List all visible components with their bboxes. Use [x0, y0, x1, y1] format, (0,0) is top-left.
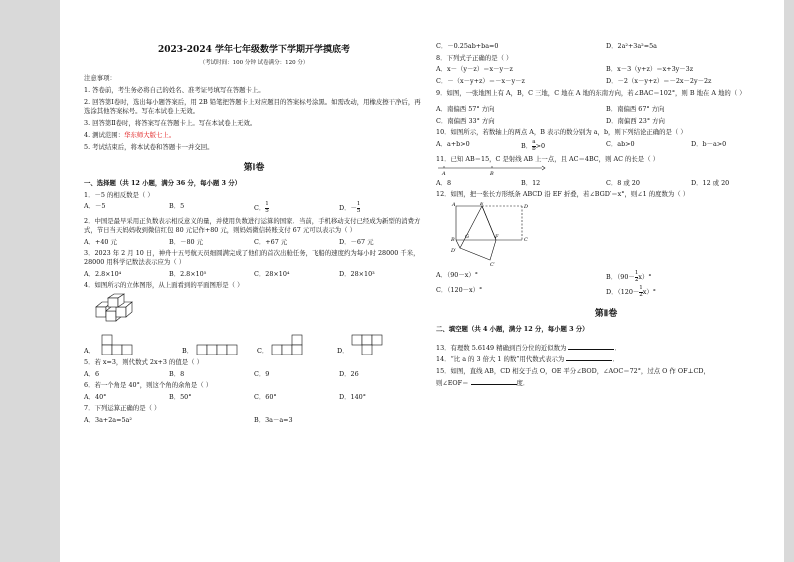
test-scope: 华东师大版七上。: [124, 131, 176, 140]
label-b: B: [451, 237, 455, 244]
fraction: $\frac{1}{5}$: [265, 201, 269, 214]
q6-option-d: D．140°: [339, 392, 366, 401]
q4-option-c: C．: [257, 346, 269, 355]
number-line-figure: [436, 164, 546, 176]
question-8: 8．下列式子正确的是（ ）: [436, 53, 513, 62]
q8-option-d: D．－2（x－y+z）＝－2x－2y－2z: [606, 76, 712, 85]
q9-option-a: A．南偏西 57° 方向: [436, 105, 495, 114]
q6-option-b: B．50°: [169, 392, 192, 401]
question-11: 11．已知 AB＝15，C 是射线 AB 上一点，且 AC＝4BC，则 AC 的长是（ ）: [436, 155, 660, 164]
answer-blank[interactable]: [471, 384, 517, 385]
point-a-label: A: [442, 170, 446, 176]
q7-option-c: C．－0.25ab+ba=0: [436, 42, 499, 50]
question-3-options: [84, 270, 424, 279]
q11-option-c: C．8 或 20: [606, 178, 640, 187]
answer-blank[interactable]: [566, 360, 612, 361]
question-12-options-cd: [436, 286, 776, 298]
q10-option-a: A．a+b>0: [436, 140, 470, 149]
label-e: E: [480, 202, 484, 208]
q8-option-c: C．－（x－y+z）＝－x－y－z: [436, 76, 525, 85]
question-4: 4．如图所示的立体图形，从上面看到的平面图形是（ ）: [84, 281, 244, 290]
q4-option-d: D．: [337, 346, 349, 355]
question-8-options-cd: [436, 77, 776, 86]
question-1-options: [84, 202, 424, 214]
q2-option-a: A．+40 元: [84, 237, 117, 246]
question-9-options-cd: [436, 117, 776, 126]
q7-option-d: D．2a²+3a²=5a: [606, 42, 657, 50]
q12-option-d: D．（120－ $\frac{1}{2}$ x）°: [606, 285, 656, 298]
note-5: 5. 考试结束后，将本试卷和答题卡一并交回。: [84, 143, 214, 152]
note-4: 4. 测试范围：华东师大版七上。: [84, 131, 176, 140]
q4-option-a: A．: [84, 346, 96, 355]
q5-option-a: A．6: [84, 369, 100, 378]
question-6-options: [84, 393, 424, 402]
notes: [84, 74, 424, 152]
question-2: 2．中国是最早采用正负数表示相反意义的量，并使用负数进行运算的国家．当前，手机移动支付已经成为新型的消费方式，节日当天妈妈收到微信红包 80 元记作+80 元，则妈妈微信转账支付 67 元可以表示为（ ）: [84, 217, 421, 235]
question-2-options: [84, 238, 424, 247]
q5-option-d: D．26: [339, 369, 359, 378]
q6-option-a: A．40°: [84, 392, 107, 401]
question-4-options: [84, 329, 424, 355]
solid-figure: [94, 293, 154, 327]
right-column: [436, 0, 776, 562]
q10-option-d: D．b－a>0: [691, 140, 727, 149]
question-7-options-ab: [84, 416, 424, 425]
label-g: G: [465, 234, 469, 241]
q9-option-c: C．南偏西 33° 方向: [436, 116, 495, 125]
answer-blank[interactable]: [568, 349, 614, 350]
q7-option-b: B．3a－a=3: [254, 416, 293, 425]
question-13: 13．有理数 5.6149 精确到百分位的近似数为 ．: [436, 343, 621, 352]
question-15-continued: 则∠EOF＝ 度．: [436, 378, 530, 387]
label-d: D: [524, 204, 529, 211]
exam-subtitle: （考试时间：100 分钟 试卷满分：120 分）: [199, 60, 309, 67]
question-7: 7．下列运算正确的是（ ）: [84, 404, 161, 413]
label-a: A: [452, 202, 456, 209]
fraction: $\frac{1}{2}$: [634, 270, 639, 283]
left-column: [84, 0, 424, 562]
question-10-options: [436, 140, 776, 152]
part-1-heading: 一、选择题（共 12 小题，满分 36 分，每小题 3 分）: [84, 179, 242, 188]
question-9-options-ab: [436, 105, 776, 114]
q11-option-a: A．8: [436, 178, 452, 187]
section-1-title: 第Ⅰ卷: [243, 162, 265, 173]
q3-option-d: D．28×10³: [339, 269, 375, 278]
note-3: 3. 回答第Ⅱ卷时，将答案写在答题卡上。写在本试卷上无效。: [84, 118, 257, 127]
question-5-options: [84, 370, 424, 379]
q5-option-b: B．8: [169, 369, 185, 378]
q2-option-d: D．－67 元: [339, 237, 374, 246]
label-d-prime: D′: [451, 248, 457, 255]
notes-heading: 注意事项：: [84, 73, 116, 82]
question-11-options: [436, 179, 776, 188]
q6-option-c: C．60°: [254, 392, 277, 401]
label-f: F: [495, 234, 499, 241]
q12-option-a: A．（90－x）°: [436, 271, 478, 280]
note-2: 2. 回答第Ⅰ卷时，选出每小题答案后，用 2B 铅笔把答题卡上对应题目的答案标号涂黑。如需改动，用橡皮擦干净后，再选涂其他答案标号。写在本试卷上无效。: [84, 98, 421, 115]
label-c: C: [524, 237, 528, 244]
q5-option-c: C．9: [254, 369, 270, 378]
question-10: 10．如图所示，若数轴上的两点 A，B 表示的数分别为 a，b，则下列结论正确的是（ ）: [436, 128, 687, 137]
q7-option-a: A．3a+2a=5a²: [84, 416, 132, 425]
q9-option-d: D．南偏西 23° 方向: [606, 116, 665, 125]
q8-option-a: A．x－（y－z）＝x－y－z: [436, 65, 513, 74]
question-12: 12．如图，把一张长方形纸条 ABCD 沿 EF 折叠，若∠BGD′＝x°，则∠1 的度数为（ ）: [436, 190, 690, 199]
label-c-prime: C′: [490, 262, 495, 269]
fraction: $\frac{1}{2}$: [639, 285, 643, 298]
q1-option-d: D．－ $\frac{1}{5}$: [339, 201, 361, 214]
question-1: 1．－5 的相反数是（ ）: [84, 190, 154, 199]
fraction: $\frac{a}{b}$: [532, 139, 536, 152]
q10-option-c: C．ab>0: [606, 140, 635, 149]
question-6: 6．若一个角是 40°，则这个角的余角是（ ）: [84, 381, 213, 390]
folded-strip-figure: [446, 202, 536, 268]
q2-option-b: B．－80 元: [169, 237, 204, 246]
question-7-options-cd: [436, 42, 776, 51]
point-b-label: B: [490, 170, 494, 176]
question-12-options-ab: [436, 271, 776, 283]
q12-option-c: C．（120－x）°: [436, 286, 483, 295]
q3-option-a: A．2.8×10⁴: [84, 269, 122, 278]
q8-option-b: B．x－3（y+z）＝x+3y－3z: [606, 65, 694, 74]
exam-title: 2023-2024 学年七年级数学下学期开学摸底考: [158, 45, 350, 55]
q11-option-d: D．12 或 20: [691, 178, 730, 187]
q11-option-b: B．12: [521, 178, 541, 187]
part-2-heading: 二、填空题（共 4 小题，满分 12 分，每小题 3 分）: [436, 325, 589, 334]
q4-option-b: B．: [182, 346, 194, 355]
exam-page: [60, 0, 784, 562]
question-8-options-ab: [436, 65, 776, 74]
question-15: 15．如图，直线 AB，CD 相交于点 O，OE 平分∠BOD，∠AOC＝72°，过点 O 作 OF⊥CD，: [436, 367, 710, 376]
q1-option-a: A．－5: [84, 202, 106, 211]
question-5: 5．若 x=3，则代数式 2x+3 的值是（ ）: [84, 357, 203, 366]
q12-option-b: B．（90－ $\frac{1}{2}$ x）°: [606, 270, 652, 283]
q2-option-c: C．+67 元: [254, 237, 288, 246]
question-9: 9．如图，一张地图上有 A，B，C 三地，C 地在 A 地的东南方向，若∠BAC＝102°，则 B 地在 A 地的（ ）: [436, 88, 746, 97]
section-2-title: 第Ⅱ卷: [594, 308, 618, 319]
question-14: 14．“比 a 的 3 倍大 1 的数”用代数式表示为 ．: [436, 355, 619, 364]
fraction: $\frac{1}{5}$: [356, 201, 361, 214]
q1-option-c: C． $\frac{1}{5}$: [254, 201, 269, 214]
note-1: 1. 答卷前，考生务必将自己的姓名、准考证号填写在答题卡上。: [84, 85, 265, 94]
q1-option-b: B．5: [169, 202, 185, 211]
q3-option-b: B．2.8×10⁵: [169, 269, 207, 278]
q10-option-b: B． $\frac{a}{b}$ >0: [521, 139, 546, 152]
q3-option-c: C．28×10⁴: [254, 269, 290, 278]
question-3: 3．2023 年 2 月 10 日，神舟十五号航天员细圆满完成了他们的首次出舱任务，飞船的速度约为每小时 28000 千米，28000 用科学记数法表示应为（ ）: [84, 249, 420, 266]
q9-option-b: B．南偏西 67° 方向: [606, 105, 665, 114]
